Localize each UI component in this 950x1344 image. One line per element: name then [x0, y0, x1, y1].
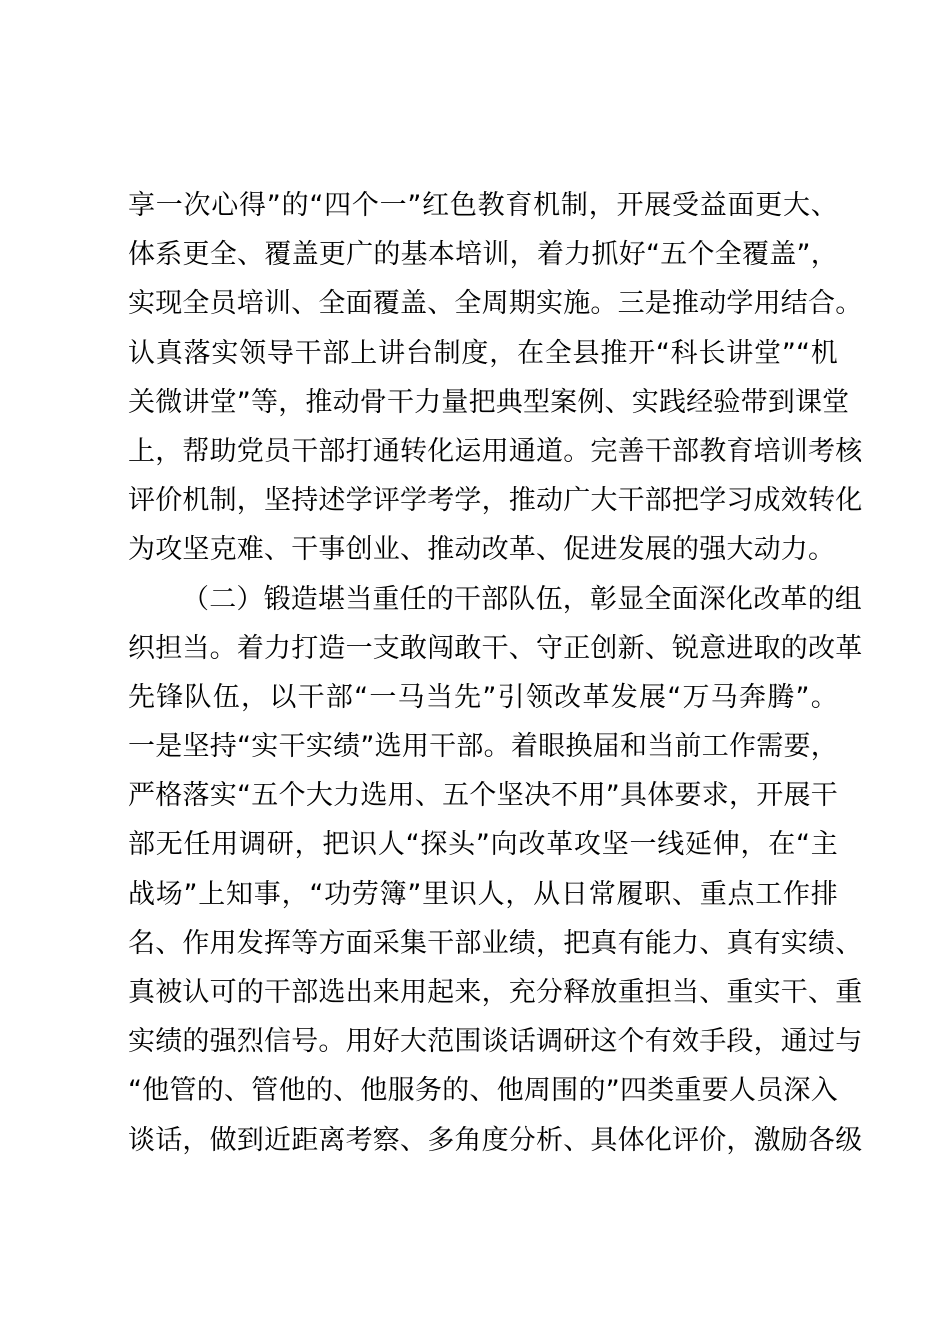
text-line: 为攻坚克难、干事创业、推动改革、促进发展的强大动力。	[128, 534, 836, 566]
text-line: 关微讲堂”等，推动骨干力量把典型案例、实践经验带到课堂	[128, 386, 850, 418]
text-line: 严格落实“五个大力选用、五个坚决不用”具体要求，开展干	[128, 780, 838, 812]
text-line: 谈话，做到近距离考察、多角度分析、具体化评价，激励各级	[128, 1124, 863, 1156]
section-heading-line: （二）锻造堪当重任的干部队伍，彰显全面深化改革的组	[182, 583, 862, 615]
text-line: 评价机制，坚持述学评学考学，推动广大干部把学习成效转化	[128, 485, 863, 517]
text-line: 体系更全、覆盖更广的基本培训，着力抓好“五个全覆盖”，	[128, 239, 838, 271]
text-line: 战场”上知事，“功劳簿”里识人，从日常履职、重点工作排	[128, 878, 838, 910]
body-text	[128, 181, 863, 1165]
text-line: 认真落实领导干部上讲台制度，在全县推开“科长讲堂”“机	[128, 337, 838, 369]
text-line: 部无任用调研，把识人“探头”向改革攻坚一线延伸，在“主	[128, 829, 838, 861]
text-line: 真被认可的干部选出来用起来，充分释放重担当、重实干、重	[128, 977, 863, 1008]
text-line: 名、作用发挥等方面采集干部业绩，把真有能力、真有实绩、	[128, 927, 863, 959]
text-line: 一是坚持“实干实绩”选用干部。着眼换届和当前工作需要，	[128, 731, 838, 763]
text-line: 织担当。着力打造一支敢闯敢干、守正创新、锐意进取的改革	[128, 632, 863, 664]
text-line: 实现全员培训、全面覆盖、全周期实施。三是推动学用结合。	[128, 288, 863, 320]
text-line: 上，帮助党员干部打通转化运用通道。完善干部教育培训考核	[128, 435, 863, 467]
text-line: 实绩的强烈信号。用好大范围谈话调研这个有效手段，通过与	[128, 1026, 863, 1058]
text-line: 先锋队伍，以干部“一马当先”引领改革发展“万马奔腾”。	[128, 681, 838, 713]
text-line: 享一次心得”的“四个一”红色教育机制，开展受益面更大、	[128, 190, 838, 221]
text-line: “他管的、管他的、他服务的、他周围的”四类重要人员深入	[128, 1075, 838, 1107]
